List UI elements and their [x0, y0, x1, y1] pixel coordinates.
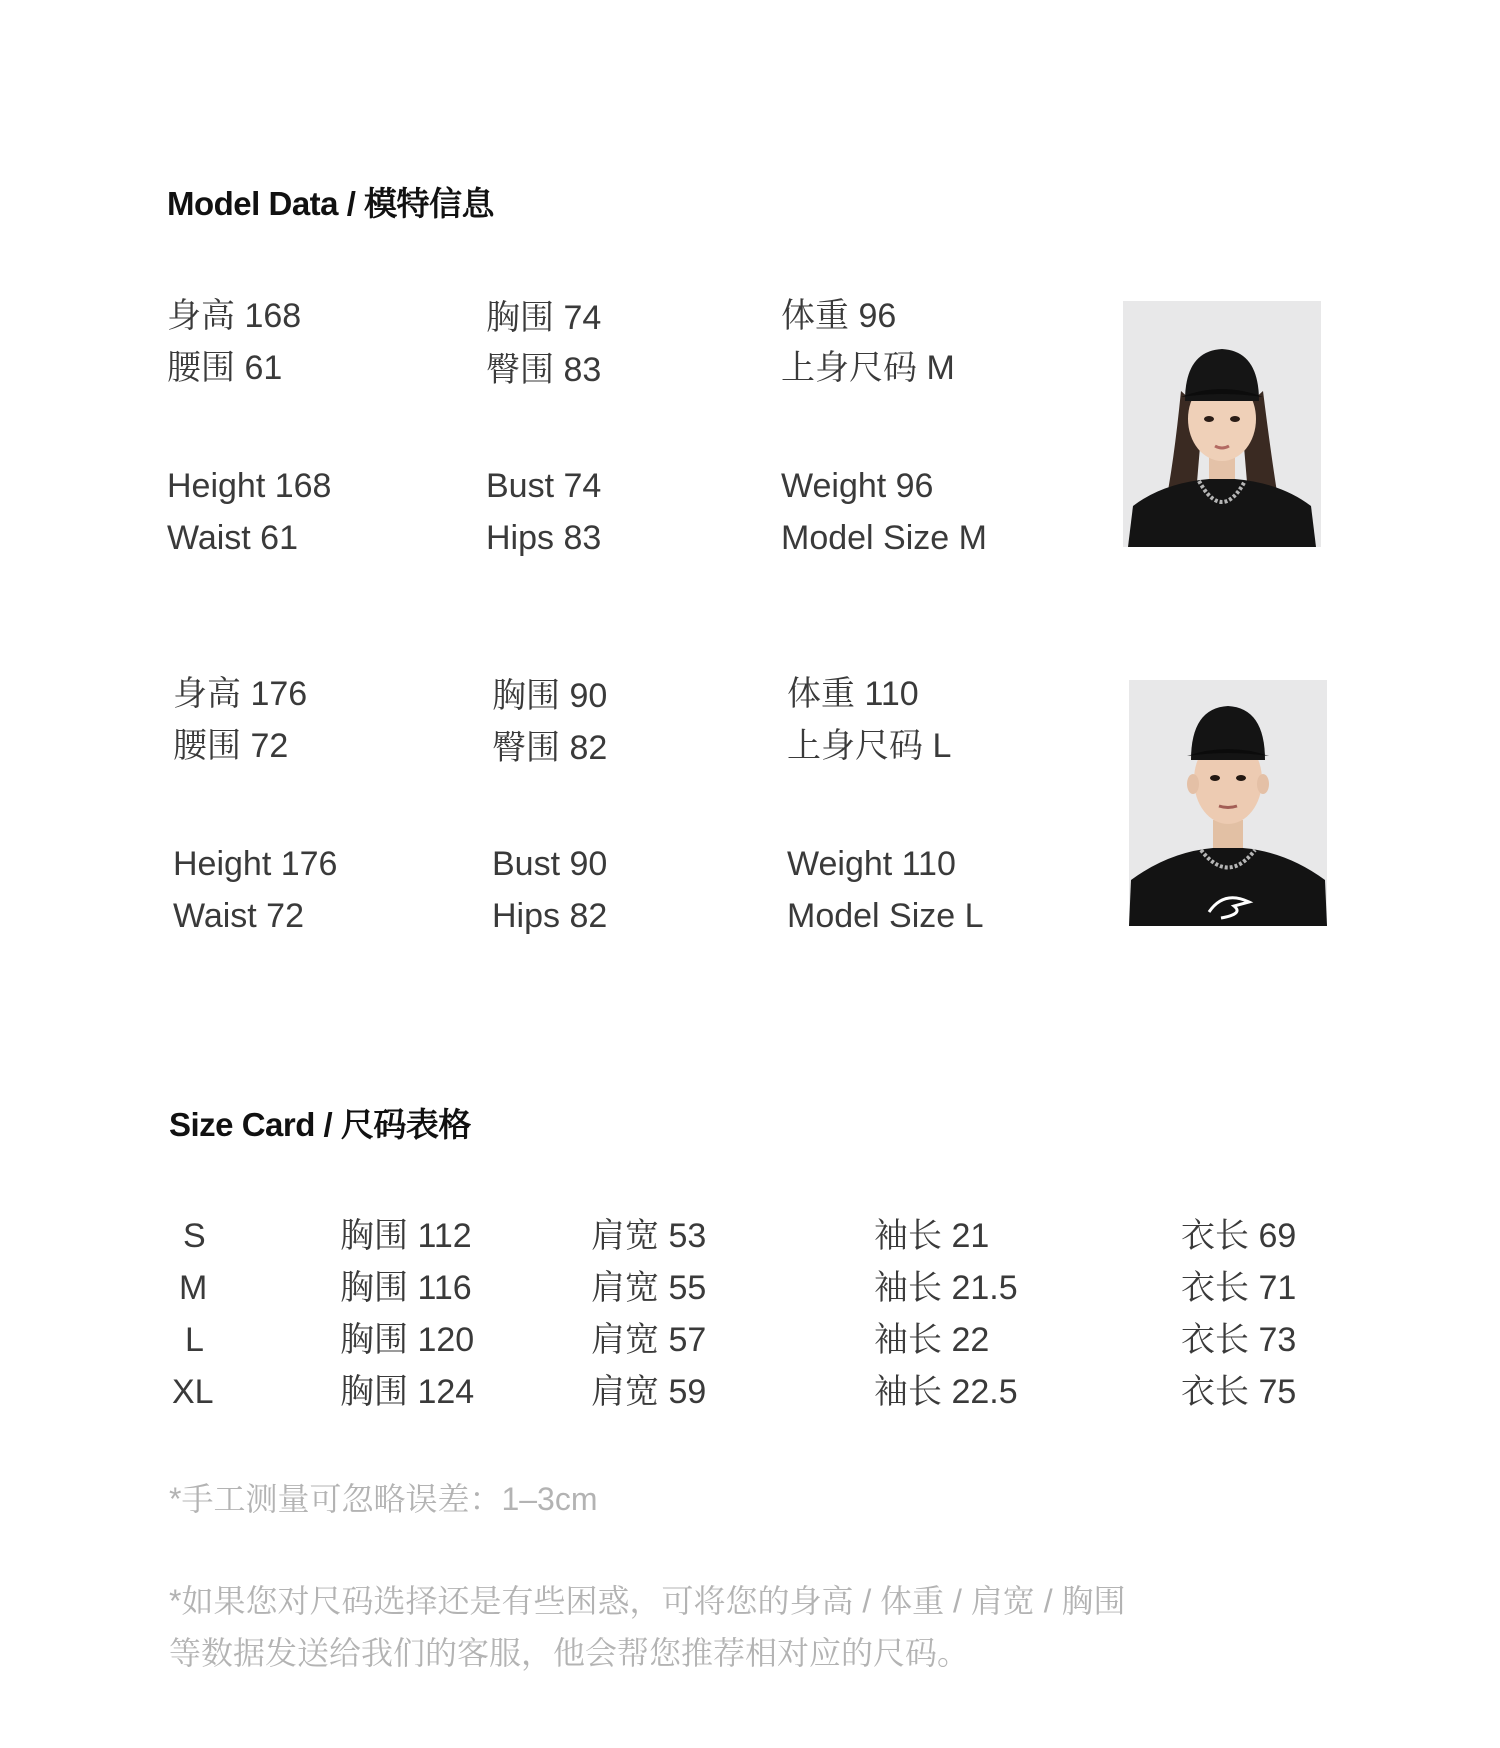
sleeve-value: 袖长 22: [874, 1321, 990, 1359]
model-2-waist-en: Waist 72: [173, 897, 305, 935]
chest-value: 胸围 120: [340, 1321, 475, 1359]
model-1-en-col2: [486, 460, 601, 564]
shoulder-value: 肩宽 59: [591, 1373, 707, 1411]
sleeve-value: 袖长 22.5: [874, 1373, 1018, 1411]
length-value: 衣长 69: [1181, 1217, 1297, 1255]
model-2-cn-col3: [787, 668, 951, 772]
shoulder-value: 肩宽 55: [591, 1269, 707, 1307]
size-label: M: [179, 1269, 208, 1307]
model-1-weight-en: Weight 96: [781, 467, 934, 505]
model-1-portrait-image: [1123, 301, 1321, 547]
model-1-hips-en: Hips 83: [486, 519, 602, 557]
model-1-photo: [1123, 301, 1321, 547]
model-2-en-col3: [787, 838, 984, 942]
model-1-cn-col1: [167, 290, 301, 394]
model-1-size-cn: 上身尺码 M: [781, 349, 955, 387]
model-1-bust-en: Bust 74: [486, 467, 602, 505]
model-2-bust-en: Bust 90: [492, 845, 608, 883]
model-2-size-en: Model Size L: [787, 897, 984, 935]
model-1-waist-en: Waist 61: [167, 519, 299, 557]
model-2-cn-col2: [492, 670, 607, 774]
length-value: 衣长 73: [1181, 1321, 1297, 1359]
model-2-cn-col1: [173, 668, 307, 772]
length-value: 衣长 75: [1181, 1373, 1297, 1411]
model-1-height-en: Height 168: [167, 467, 332, 505]
size-card-title: Size Card / 尺码表格: [169, 1106, 471, 1143]
model-1-height-cn: 身高 168: [167, 297, 302, 335]
size-label: L: [185, 1321, 204, 1359]
sleeve-value: 袖长 21: [874, 1217, 990, 1255]
sleeve-value: 袖长 21.5: [874, 1269, 1018, 1307]
model-2-height-en: Height 176: [173, 845, 338, 883]
advice-note-line1: *如果您对尺码选择还是有些困惑，可将您的身高 / 体重 / 肩宽 / 胸围: [169, 1583, 1126, 1619]
model-data-title: Model Data / 模特信息: [167, 185, 495, 222]
chest-value: 胸围 116: [340, 1269, 472, 1307]
model-2-en-col2: [492, 838, 607, 942]
shoulder-value: 肩宽 53: [591, 1217, 707, 1255]
size-label: XL: [172, 1373, 214, 1411]
model-2-weight-cn: 体重 110: [787, 675, 919, 713]
chest-value: 胸围 124: [340, 1373, 475, 1411]
model-2-photo: [1129, 680, 1327, 926]
model-1-en-col3: [781, 460, 987, 564]
model-1-cn-col3: [781, 290, 955, 394]
model-1-bust-cn: 胸围 74: [486, 299, 602, 337]
model-1-size-en: Model Size M: [781, 519, 987, 557]
advice-note-line2: 等数据发送给我们的客服，他会帮您推荐相对应的尺码。: [169, 1635, 970, 1671]
shoulder-value: 肩宽 57: [591, 1321, 707, 1359]
model-1-hips-cn: 臀围 83: [486, 351, 602, 389]
model-2-weight-en: Weight 110: [787, 845, 956, 883]
model-2-portrait-image: [1129, 680, 1327, 926]
model-1-cn-col2: [486, 292, 601, 396]
model-2-hips-en: Hips 82: [492, 897, 608, 935]
model-2-en-col1: [173, 838, 337, 942]
model-1-waist-cn: 腰围 61: [167, 349, 283, 387]
model-2-size-cn: 上身尺码 L: [787, 727, 952, 765]
model-2-bust-cn: 胸围 90: [492, 677, 608, 715]
length-value: 衣长 71: [1181, 1269, 1297, 1307]
model-2-height-cn: 身高 176: [173, 675, 308, 713]
model-2-hips-cn: 臀围 82: [492, 729, 608, 767]
model-1-en-col1: [167, 460, 331, 564]
model-2-waist-cn: 腰围 72: [173, 727, 289, 765]
model-1-weight-cn: 体重 96: [781, 297, 897, 335]
measurement-note: *手工测量可忽略误差：1–3cm: [169, 1481, 598, 1517]
chest-value: 胸围 112: [340, 1217, 472, 1255]
size-label: S: [183, 1217, 206, 1255]
